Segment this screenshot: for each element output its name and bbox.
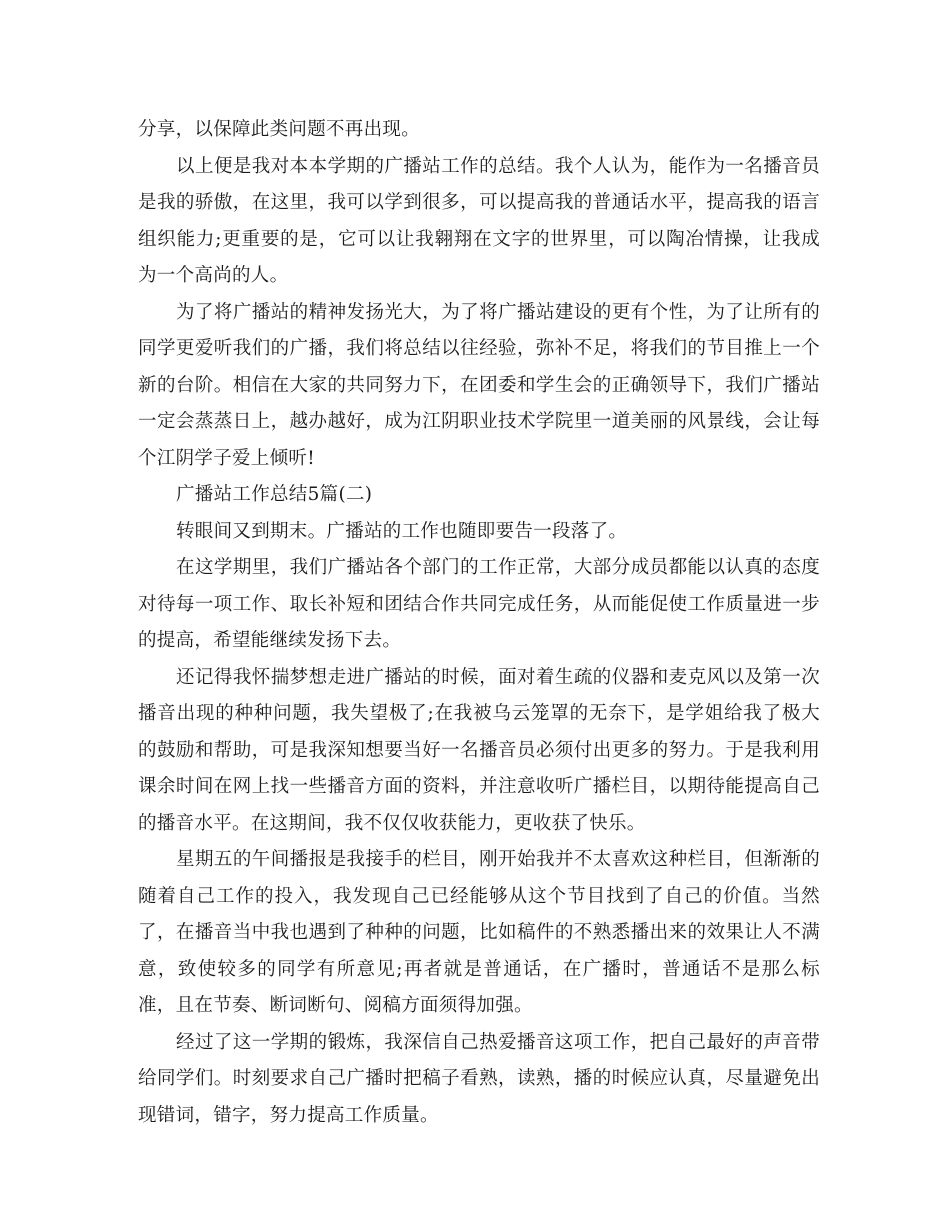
paragraph-personal-experience: 还记得我怀揣梦想走进广播站的时候，面对着生疏的仪器和麦克风以及第一次播音出现的种种问题，我失望极了;在我被乌云笼罩的无奈下，是学姐给我了极大的鼓励和帮助，可是我深知想要当好一名播音员必须付出更多的努力。于是我利用课余时间在网上找一些播音方面的资料，并注意收听广播栏目，以期待能提高自己的播音水平。在这期间，我不仅仅收获能力，更收获了快乐。 (138, 666, 820, 834)
paragraph-resolution: 经过了这一学期的锻炼，我深信自己热爱播音这项工作，把自己最好的声音带给同学们。时刻要求自己广播时把稿子看熟，读熟，播的时候应认真，尽量避免出现错词，错字，努力提高工作质量。 (138, 1031, 820, 1126)
document-body (138, 112, 820, 1134)
section-heading: 广播站工作总结5篇(二) (176, 484, 373, 505)
paragraph-summary-conclusion: 以上便是我对本本学期的广播站工作的总结。我个人认为，能作为一名播音员是我的骄傲，在这里，我可以学到很多，可以提高我的普通话水平，提高我的语言组织能力;更重要的是，它可以让我翱翔在文字的世界里，可以陶冶情操，让我成为一个高尚的人。 (138, 155, 820, 286)
paragraph-friday-program: 星期五的午间播报是我接手的栏目，刚开始我并不太喜欢这种栏目，但渐渐的随着自己工作的投入，我发现自己已经能够从这个节目找到了自己的价值。当然了，在播音当中我也遇到了种种的问题，比如稿件的不熟悉播出来的效果让人不满意，致使较多的同学有所意见;再者就是普通话，在广播时，普通话不是那么标准，且在节奏、断词断句、阅稿方面须得加强。 (138, 849, 820, 1016)
paragraph-department-work: 在这学期里，我们广播站各个部门的工作正常，大部分成员都能以认真的态度对待每一项工作、取长补短和团结合作共同完成任务，从而能促使工作质量进一步的提高，希望能继续发扬下去。 (138, 557, 820, 651)
paragraph-term-end: 转眼间又到期末。广播站的工作也随即要告一段落了。 (176, 520, 628, 542)
paragraph-future-outlook: 为了将广播站的精神发扬光大，为了将广播站建设的更有个性，为了让所有的同学更爱听我们的广播，我们将总结以往经验，弥补不足，将我们的节目推上一个新的台阶。相信在大家的共同努力下，在团委和学生会的正确领导下，我们广播站一定会蒸蒸日上，越办越好，成为江阴职业技术学院里一道美丽的风景线，会让每个江阴学子爱上倾听! (138, 301, 820, 469)
paragraph-continuation: 分享，以保障此类问题不再出现。 (138, 119, 421, 140)
